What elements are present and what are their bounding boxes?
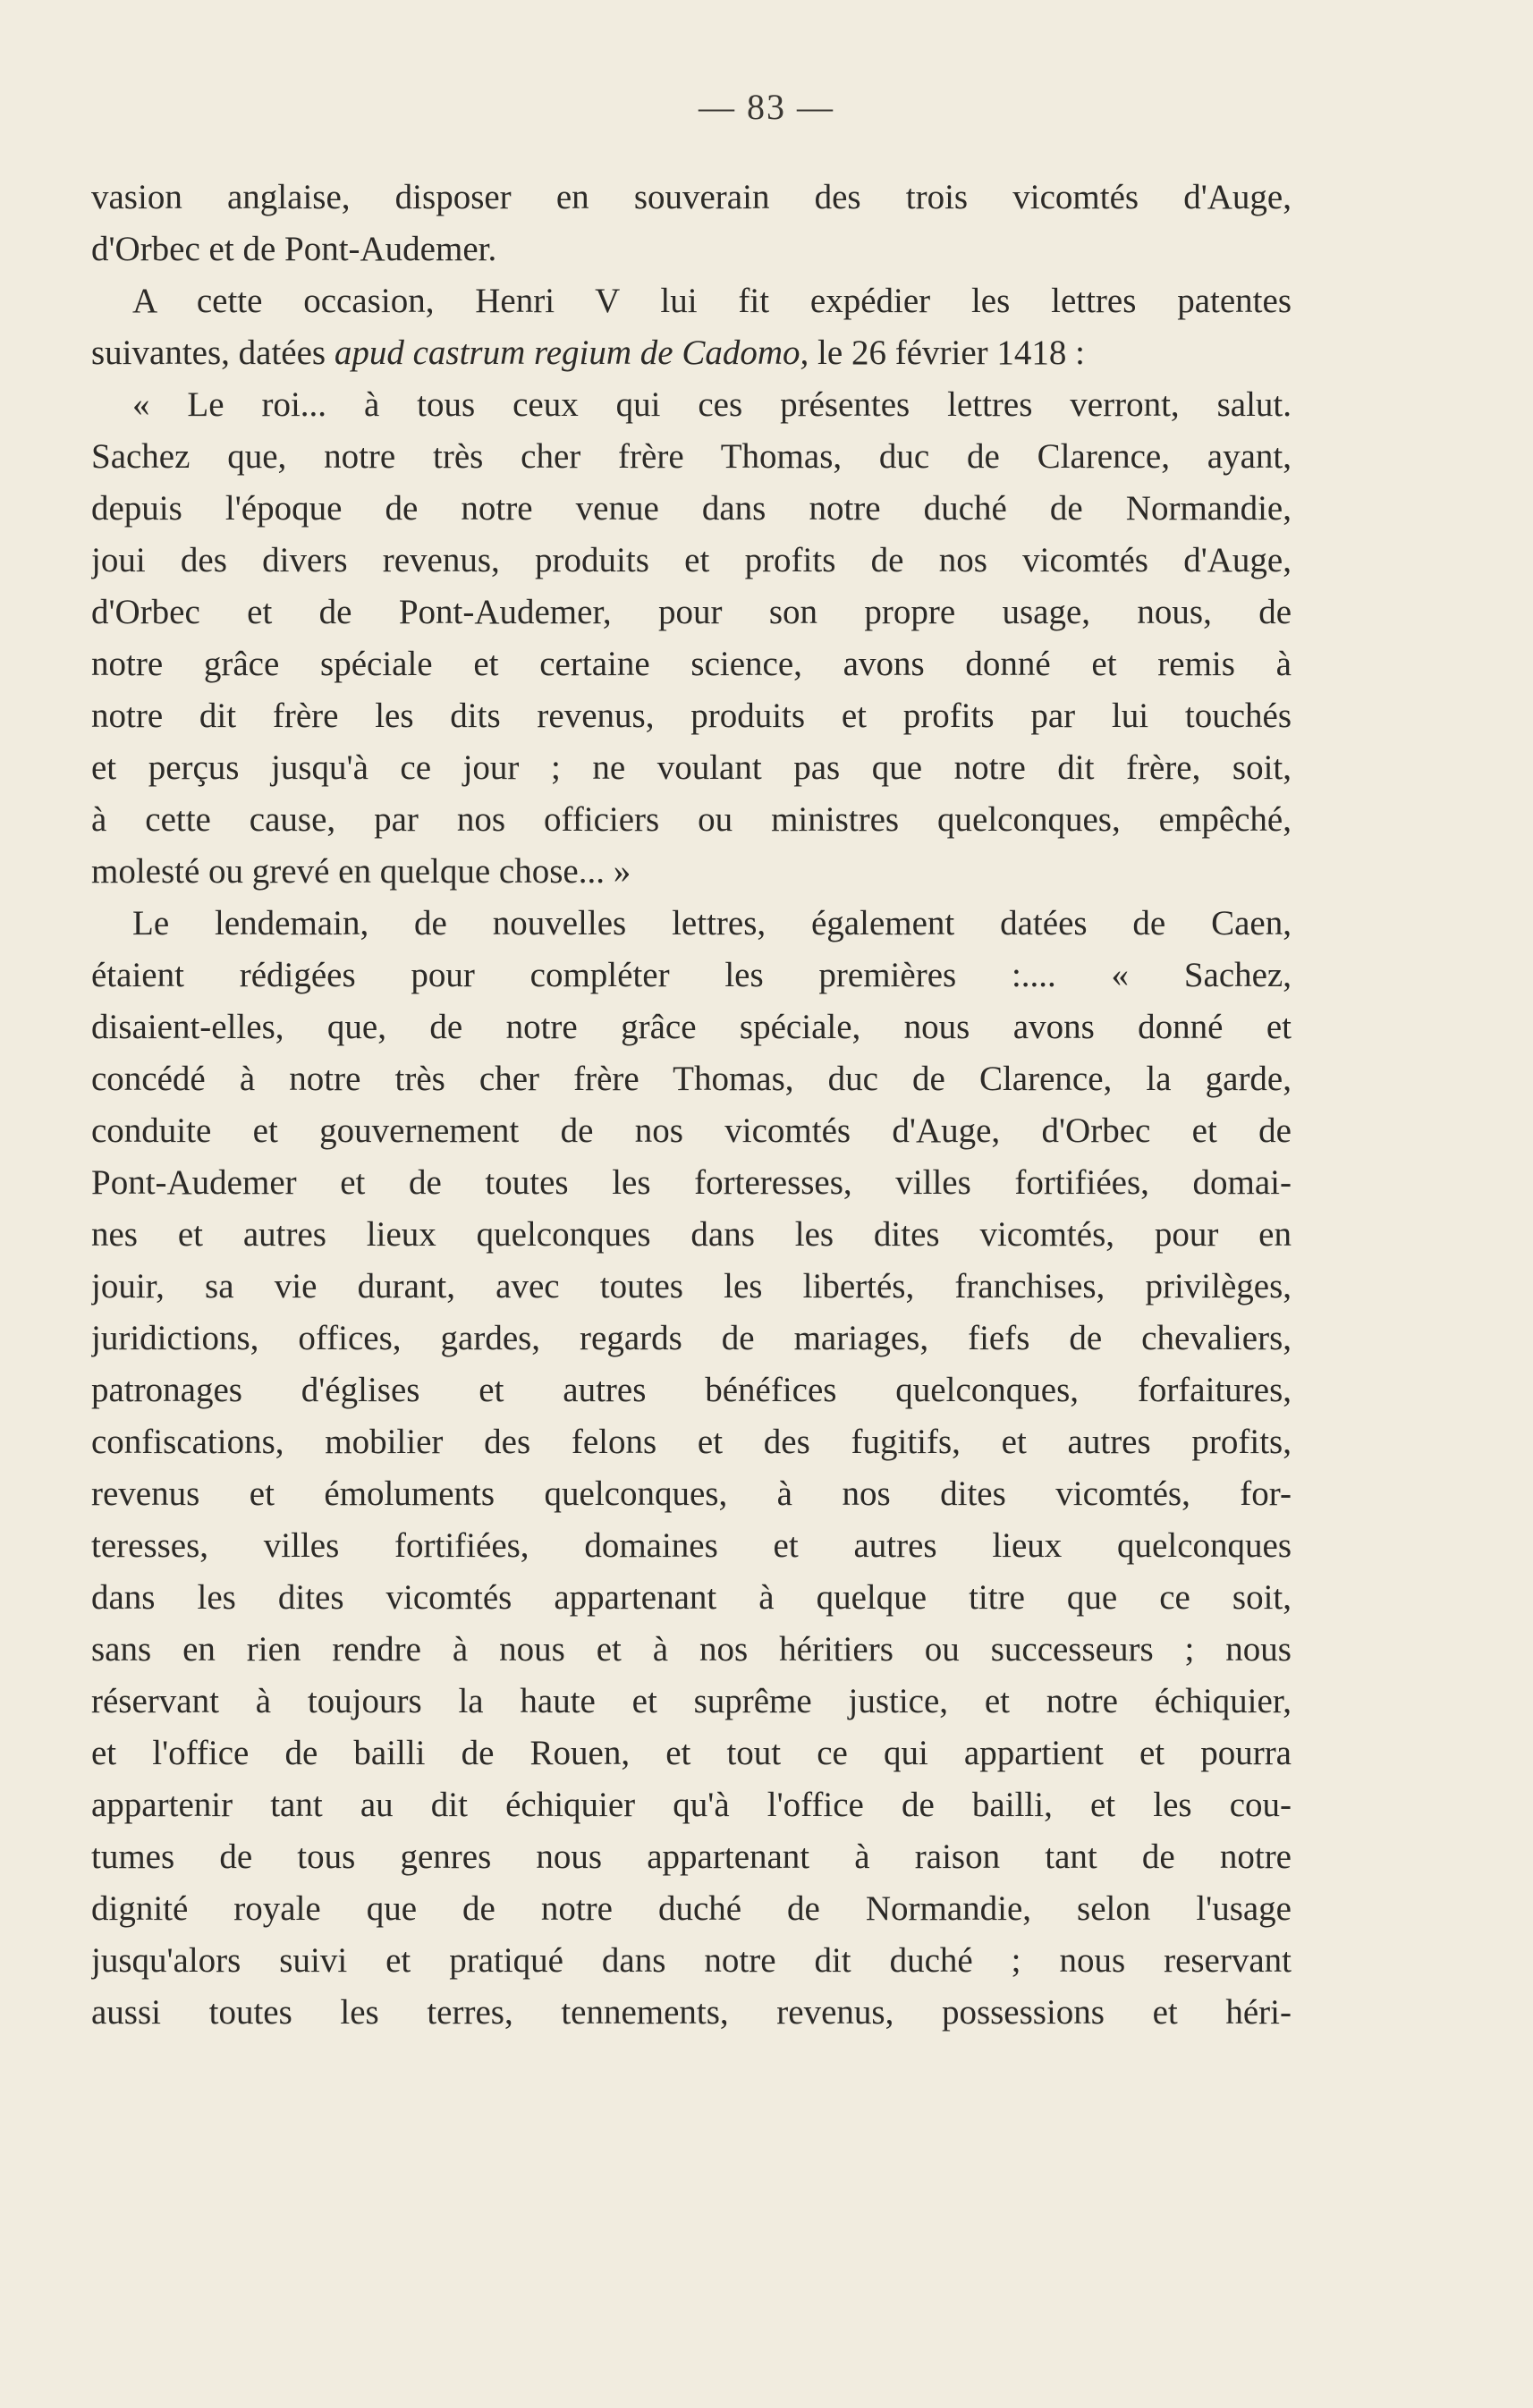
text-line: appartenir tant au dit échiquier qu'à l'office de bailli, et les cou-	[91, 1786, 1292, 1824]
text-line: revenus et émoluments quelconques, à nos dites vicomtés, for-	[91, 1474, 1292, 1513]
text-line: et l'office de bailli de Rouen, et tout ce qui appartient et pourra	[91, 1734, 1292, 1772]
text-line: et perçus jusqu'à ce jour ; ne voulant pas que notre dit frère, soit,	[91, 748, 1292, 787]
text-line: aussi toutes les terres, tennements, revenus, possessions et héri-	[91, 1993, 1292, 2032]
text-line: Sachez que, notre très cher frère Thomas, duc de Clarence, ayant,	[91, 437, 1292, 476]
text-line: réservant à toujours la haute et suprême justice, et notre échiquier,	[91, 1682, 1292, 1720]
text-segment: suivantes, datées	[91, 334, 335, 372]
text-line: concédé à notre très cher frère Thomas, duc de Clarence, la garde,	[91, 1060, 1292, 1098]
text-line: sans en rien rendre à nous et à nos héritiers ou successeurs ; nous	[91, 1630, 1292, 1669]
text-line: jouir, sa vie durant, avec toutes les libertés, franchises, privilèges,	[91, 1267, 1292, 1305]
text-line: « Le roi... à tous ceux qui ces présentes lettres verront, salut.	[132, 385, 1292, 424]
text-line: joui des divers revenus, produits et profits de nos vicomtés d'Auge,	[91, 541, 1292, 579]
text-line: juridictions, offices, gardes, regards de mariages, fiefs de chevaliers,	[91, 1319, 1292, 1357]
text-line: molesté ou grevé en quelque chose... »	[91, 852, 631, 891]
text-line: vasion anglaise, disposer en souverain des trois vicomtés d'Auge,	[91, 178, 1292, 216]
text-line: tumes de tous genres nous appartenant à raison tant de notre	[91, 1838, 1292, 1876]
text-line: notre grâce spéciale et certaine science, avons donné et remis à	[91, 645, 1292, 683]
text-line: notre dit frère les dits revenus, produits et profits par lui touchés	[91, 697, 1292, 735]
text-line: étaient rédigées pour compléter les premières :.... « Sachez,	[91, 956, 1292, 994]
text-line: conduite et gouvernement de nos vicomtés d'Auge, d'Orbec et de	[91, 1111, 1292, 1150]
text-line: patronages d'églises et autres bénéfices quelconques, forfaitures,	[91, 1371, 1292, 1409]
text-line: Le lendemain, de nouvelles lettres, également datées de Caen,	[132, 904, 1292, 942]
text-line: jusqu'alors suivi et pratiqué dans notre dit duché ; nous reservant	[91, 1941, 1292, 1980]
body-text	[91, 172, 1292, 2039]
text-line: disaient-elles, que, de notre grâce spéciale, nous avons donné et	[91, 1008, 1292, 1046]
text-segment: le 26 février 1418 :	[809, 334, 1085, 372]
text-line: Pont-Audemer et de toutes les forteresses, villes fortifiées, domai-	[91, 1163, 1292, 1202]
text-line: depuis l'époque de notre venue dans notre duché de Normandie,	[91, 489, 1292, 528]
text-line: confiscations, mobilier des felons et des fugitifs, et autres profits,	[91, 1423, 1292, 1461]
text-line: d'Orbec et de Pont-Audemer.	[91, 230, 497, 268]
text-line: d'Orbec et de Pont-Audemer, pour son propre usage, nous, de	[91, 593, 1292, 631]
text-line: dignité royale que de notre duché de Normandie, selon l'usage	[91, 1889, 1292, 1928]
italic-phrase: apud castrum regium de Cadomo,	[334, 334, 809, 372]
text-line	[91, 327, 1292, 379]
text-line: A cette occasion, Henri V lui fit expédier les lettres patentes	[132, 282, 1292, 320]
text-line: teresses, villes fortifiées, domaines et autres lieux quelconques	[91, 1526, 1292, 1565]
page-number: — 83 —	[699, 87, 834, 127]
text-line: à cette cause, par nos officiers ou ministres quelconques, empêché,	[91, 800, 1292, 839]
text-line: nes et autres lieux quelconques dans les dites vicomtés, pour en	[91, 1215, 1292, 1254]
text-line: dans les dites vicomtés appartenant à quelque titre que ce soit,	[91, 1578, 1292, 1617]
